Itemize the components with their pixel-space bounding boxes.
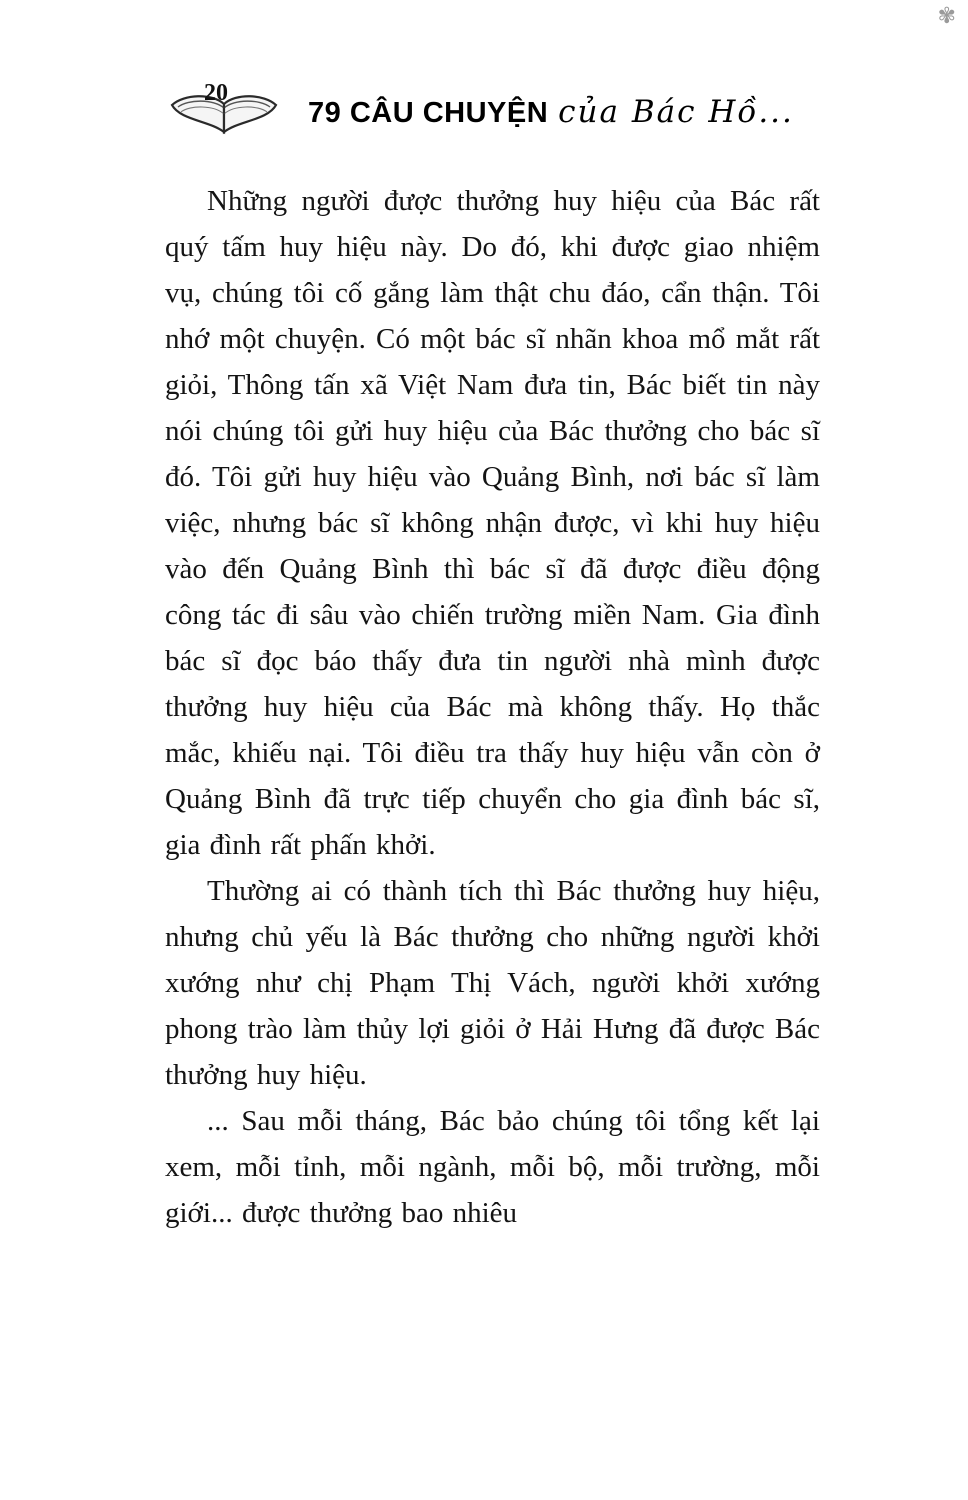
book-title-main: 79 CÂU CHUYỆN <box>308 97 549 129</box>
paragraph-3: ... Sau mỗi tháng, Bác bảo chúng tôi tổng kết lại xem, mỗi tỉnh, mỗi ngành, mỗi bộ, mỗi trường, mỗi giới... được thưởng bao nhiêu <box>165 1105 820 1229</box>
book-title <box>308 94 794 130</box>
page-number: 20 <box>204 80 228 106</box>
book-title-script: của Bác Hồ... <box>558 94 794 130</box>
flower-decoration-icon: ✾ <box>937 4 956 29</box>
paragraph-1: Những người được thưởng huy hiệu của Bác rất quý tấm huy hiệu này. Do đó, khi được giao nhiệm vụ, chúng tôi cố gắng làm thật chu đáo, cẩn thận. Tôi nhớ một chuyện. Có một bác sĩ nhãn khoa mổ mắt rất giỏi, Thông tấn xã Việt Nam đưa tin, Bác biết tin này nói chúng tôi gửi huy hiệu của Bác thưởng cho bác sĩ đó. Tôi gửi huy hiệu vào Quảng Bình, nơi bác sĩ làm việc, nhưng bác sĩ không nhận được, vì khi huy hiệu vào đến Quảng Bình thì bác sĩ đã được điều động công tác đi sâu vào chiến trường miền Nam. Gia đình bác sĩ đọc báo thấy đưa tin người nhà mình được thưởng huy hiệu của Bác mà không thấy. Họ thắc mắc, khiếu nại. Tôi điều tra thấy huy hiệu vẫn còn ở Quảng Bình đã trực tiếp chuyển cho gia đình bác sĩ, gia đình rất phấn khởi. <box>165 185 820 861</box>
page-body <box>165 178 820 1236</box>
page-header <box>0 80 968 148</box>
paragraph-2: Thường ai có thành tích thì Bác thưởng huy hiệu, nhưng chủ yếu là Bác thưởng cho những người khởi xướng như chị Phạm Thị Vách, người khởi xướng phong trào làm thủy lợi giỏi ở Hải Hưng đã được Bác thưởng huy hiệu. <box>165 875 820 1091</box>
